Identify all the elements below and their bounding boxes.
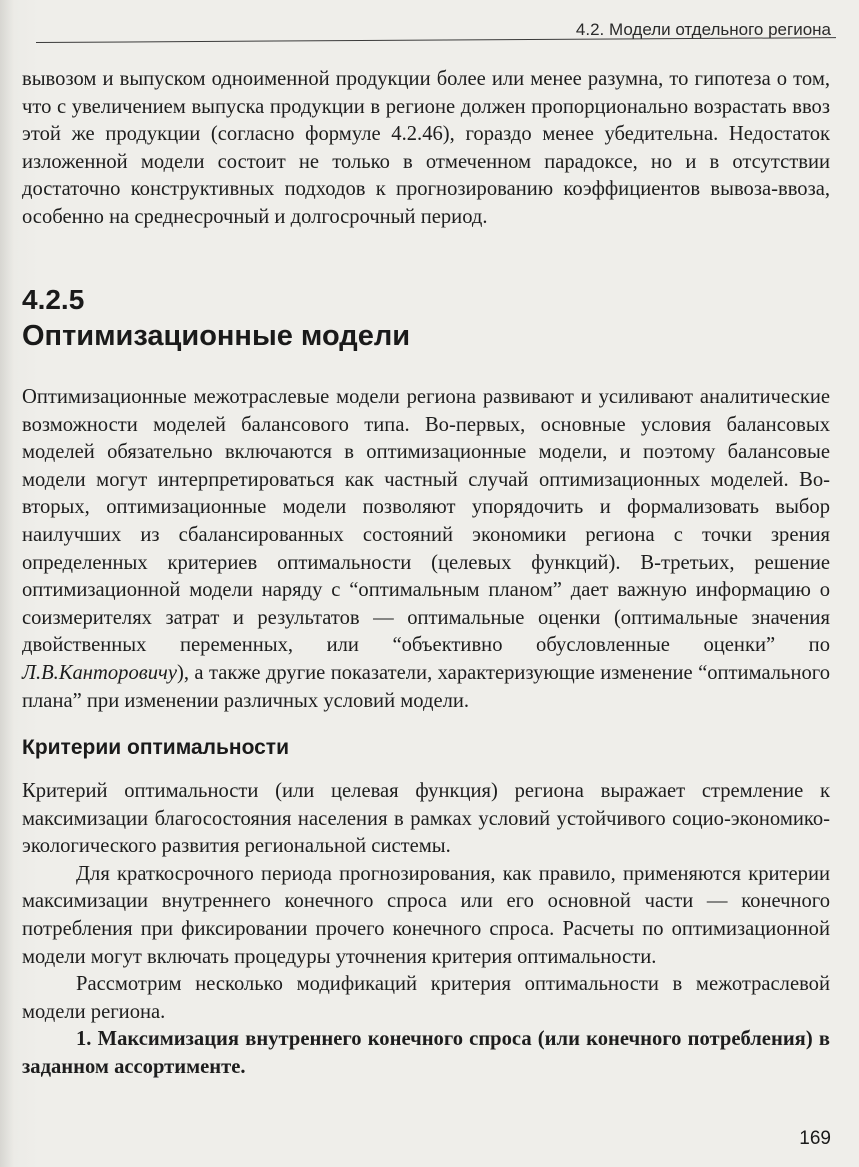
intro-paragraph: [22, 66, 830, 232]
page-number: 169: [799, 1128, 831, 1149]
section-title: Оптимизационные модели: [22, 320, 411, 352]
short-term-criteria: Для краткосрочного периода прогнозирования, как правило, применяются критерии максимизации внутреннего конечного спроса или его основной части — конечного потребления при фиксировании прочего конечного спроса. Расчеты по оптимизационной модели могут включать процедуры уточнения критерия оптимальности.: [22, 862, 830, 968]
intro-text: вывозом и выпуском одноименной продукции более или менее разумна, то гипотеза о том, что с увеличением выпуска продукции в регионе должен пропорционально возрастать ввоз этой же продукции (согласно формуле 4.2.46), гораздо менее убедительна. Недостаток изложенной модели состоит не только в отмеченном парадоксе, но и в отсутствии достаточно конструктивных подходов к прогнозированию коэффициентов вывоза-ввоза, особенно на среднесрочный и долгосрочный период.: [22, 68, 830, 228]
header-rule: [36, 37, 836, 43]
modifications-intro: Рассмотрим несколько модификаций критерия оптимальности в межотраслевой модели региона.: [22, 973, 830, 1023]
running-head: 4.2. Модели отдельного региона: [575, 20, 831, 39]
section-number: 4.2.5: [22, 284, 85, 315]
numbered-item-1: 1. Максимизация внутреннего конечного спроса (или конечного потребления) в заданном ассортименте.: [22, 1028, 830, 1078]
author-name: Л.В.Канторовичу: [22, 661, 177, 684]
subsection-body: [22, 778, 830, 1082]
subsection-title: Критерии оптимальности: [22, 736, 290, 759]
criterion-definition: Критерий оптимальности (или целевая функция) региона выражает стремление к максимизации благосостояния населения в рамках условий устойчивого социо-экономико-экологического развития региональной системы.: [22, 780, 830, 858]
section-paragraph-tail: ), а также другие показатели, характеризующие изменение “оптимального плана” при изменении различных условий модели.: [22, 661, 830, 712]
section-paragraph-text: Оптимизационные межотраслевые модели региона развивают и усиливают аналитические возможности моделей балансового типа. Во-первых, основные условия балансовых моделей обязательно включаются в оптимизационные модели, и поэтому балансовые модели могут интерпретироваться как частный случай оптимизационных моделей. Во-вторых, оптимизационные модели позволяют упорядочить и формализовать выбор наилучших из сбалансированных состояний экономики региона с точки зрения определенных критериев оптимальности (целевых функций). В-третьих, решение оптимизационной модели наряду с “оптимальным планом” дает важную информацию о соизмерителях затрат и результатов — оптимальные оценки (оптимальные значения двойственных переменных, или “объективно обусловленные оценки” по: [22, 386, 830, 657]
section-paragraph: [22, 384, 830, 715]
